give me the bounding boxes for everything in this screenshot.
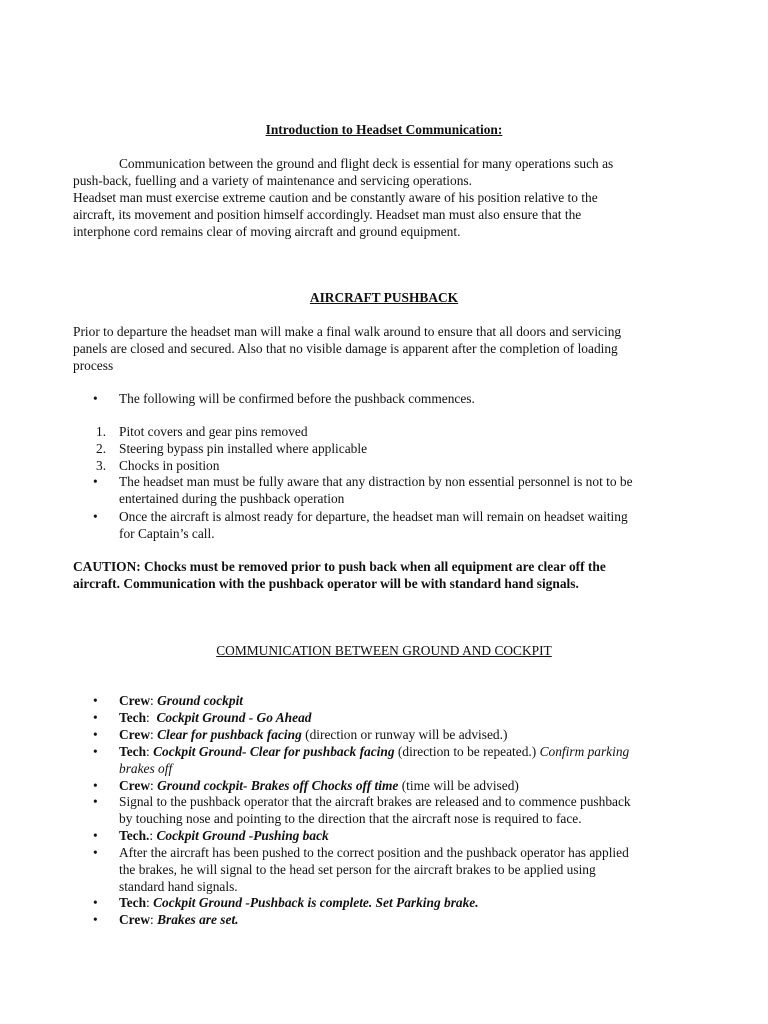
speaker-role: Tech (119, 710, 147, 725)
call-text: Cockpit Ground - Go Ahead (156, 710, 312, 725)
applied-text-line2: the brakes, he will signal to the head set person for the aircraft brakes to be applied using (119, 862, 596, 877)
pushback-heading: AIRCRAFT PUSHBACK (309, 290, 459, 305)
call-text: Clear for pushback facing (157, 727, 302, 742)
bullet-distraction-line1: The headset man must be fully aware that any distraction by non essential personnel is not to be (119, 474, 633, 489)
bullet-confirm-text: The following will be confirmed before the pushback commences. (119, 391, 475, 406)
bullet-glyph: • (93, 474, 98, 489)
comm-heading: COMMUNICATION BETWEEN GROUND AND COCKPIT (216, 643, 552, 658)
list-number: 1. (96, 424, 107, 439)
intro-heading: Introduction to Headset Communication: (265, 122, 503, 137)
speaker-role: Tech (119, 895, 147, 910)
call-note: (direction or runway will be advised.) (305, 727, 508, 742)
speaker-role: Crew (119, 693, 150, 708)
call-note: (direction to be repeated.) (397, 744, 537, 759)
bullet-glyph: • (93, 710, 98, 725)
call-italic: Confirm parking (539, 744, 630, 759)
speaker-role: Crew (119, 778, 150, 793)
intro-para1-line2: push-back, fuelling and a variety of maintenance and servicing operations. (73, 173, 472, 188)
applied-text-line3: standard hand signals. (119, 879, 238, 894)
pushback-para-line2: panels are closed and secured. Also that no visible damage is apparent after the completion of loading (73, 341, 618, 356)
bullet-glyph: • (93, 693, 98, 708)
bullet-glyph: • (93, 895, 98, 910)
bullet-glyph: • (93, 828, 98, 843)
bullet-glyph: • (93, 845, 98, 860)
speaker-role: Tech (119, 744, 147, 759)
list-text: Pitot covers and gear pins removed (119, 424, 308, 439)
bullet-departure-line2: for Captain’s call. (119, 526, 215, 541)
intro-para2-line3: interphone cord remains clear of moving aircraft and ground equipment. (73, 224, 461, 239)
list-number: 2. (96, 441, 107, 456)
call-text: Cockpit Ground- Clear for pushback facing (153, 744, 395, 759)
bullet-distraction-line2: entertained during the pushback operation (119, 491, 345, 506)
call-text: Brakes are set. (157, 912, 239, 927)
call-text: Ground cockpit (157, 693, 244, 708)
caution-line1: CAUTION: Chocks must be removed prior to push back when all equipment are clear off the (73, 559, 606, 574)
speaker-role: Crew (119, 727, 150, 742)
pushback-para-line3: process (73, 358, 114, 373)
list-number: 3. (96, 458, 107, 473)
bullet-departure-line1: Once the aircraft is almost ready for departure, the headset man will remain on headset waiting (119, 509, 628, 524)
signal-text-line2: by touching nose and pointing to the direction that the aircraft nose is required to face. (119, 811, 582, 826)
pushback-para-line1: Prior to departure the headset man will make a final walk around to ensure that all doors and servicing (73, 324, 622, 339)
speaker-role: Crew (119, 912, 150, 927)
caution-line2: aircraft. Communication with the pushback operator will be with standard hand signals. (73, 576, 579, 591)
list-text: Steering bypass pin installed where applicable (119, 441, 368, 456)
applied-text-line1: After the aircraft has been pushed to the correct position and the pushback operator has applied (119, 845, 629, 860)
bullet-glyph: • (93, 778, 98, 793)
list-text: Chocks in position (119, 458, 220, 473)
bullet-glyph: • (93, 794, 98, 809)
bullet-glyph: • (93, 509, 98, 524)
speaker-role: Tech. (119, 828, 150, 843)
call-text: Cockpit Ground -Pushing back (156, 828, 329, 843)
call-text: Cockpit Ground -Pushback is complete. Set Parking brake. (153, 895, 479, 910)
intro-para2-line1: Headset man must exercise extreme caution and be constantly aware of his position relative to the (73, 190, 598, 205)
call-text: Ground cockpit- Brakes off Chocks off time (157, 778, 399, 793)
bullet-glyph: • (93, 912, 98, 927)
call-italic-cont: brakes off (119, 761, 173, 776)
bullet-glyph: • (93, 391, 98, 406)
bullet-glyph: • (93, 727, 98, 742)
call-note: (time will be advised) (401, 778, 519, 793)
intro-para1-line1: Communication between the ground and flight deck is essential for many operations such as (119, 156, 614, 171)
intro-para2-line2: aircraft, its movement and position himself accordingly. Headset man must also ensure that the (73, 207, 582, 222)
bullet-glyph: • (93, 744, 98, 759)
document-page: Introduction to Headset Communication: Communication between the ground and flight deck is essential for many operations such as push-back, fuelling and a variety of maintenance and servicing operations. Headset man must exercise extreme caution and be constantly aware of his position relative to the aircraft, its movement and position himself accordingly. Headset man must also ensure that the interphone cord remains clear of moving aircraft and ground equipment. AIRCRAFT PUSHBACK Prior to departure the headset man will make a final walk around to ensure that all doors and servicing panels are closed and secured. Also that no visible damage is apparent after the completion of loading process • The following will be confirmed before the pushback commences. 1. Pitot covers and gear pins removed 2. Steering bypass pin installed where applicable 3. Chocks in position • The headset man must be fully aware that any distraction by non essential personnel is not to be entertained during the pushback operation • Once the aircraft is almost ready for departure, the headset man will remain on headset waiting for Captain’s call. CAUTION: Chocks must be removed prior to push back when all equipment are clear off the aircraft. Communication with the pushback operator will be with standard hand signals. COMMUNICATION BETWEEN GROUND AND COCKPIT • Crew: Ground cockpit • Tech: Cockpit Ground - Go Ahead • Crew: Clear for pushback facing (direction or runway will be advised.) • Tech: Cockpit Ground- Clear for pushback facing (direction to be repeated.) Confirm parking brakes off • Crew: Ground cockpit- Brakes off Chocks off time (time will be advised) • Signal to the pushback operator that the aircraft brakes are released and to commence pushback by touching nose and pointing to the direction that the aircraft nose is required to face. • Tech.: Cockpit Ground -Pushing back • After the aircraft has been pushed to the correct position and the pushback operator has applied the brakes, he will signal to the head set person for the aircraft brakes to be applied using standard hand signals. • Tech: Cockpit Ground -Pushback is complete. Set Parking brake. • Crew: Brakes are set. (0, 0, 768, 1024)
signal-text-line1: Signal to the pushback operator that the aircraft brakes are released and to commence pushback (119, 794, 631, 809)
